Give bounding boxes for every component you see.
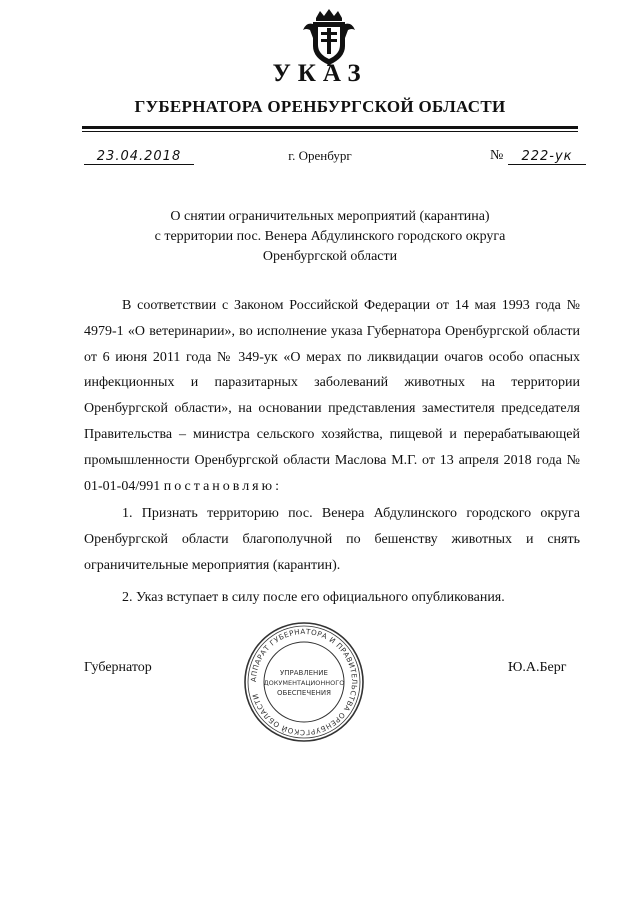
official-stamp — [242, 620, 366, 744]
item-1-paragraph: 1. Признать территорию пос. Венера Абдулинского городского округа Оренбургской области благополучной по бешенству животных и снять ограничительные мероприятия (карантин). — [84, 506, 580, 573]
item-2-paragraph: 2. Указ вступает в силу после его официального опубликования. — [122, 589, 505, 605]
decree-number: 222-ук — [508, 149, 586, 165]
stamp-line: УПРАВЛЕНИЕ — [280, 669, 328, 677]
decree-heading — [120, 207, 540, 267]
signer-name: Ю.А.Берг — [508, 660, 567, 675]
preamble-text: В соответствии с Законом Российской Федерации от 14 мая 1993 года № 4979-1 «О ветеринарии», во исполнение указа Губернатора Оренбургской области от 6 июня 2011 года № 349-ук «О мерах по ликвидации очагов особо опасных инфекционных и паразитарных заболеваний животных на территории Оренбургской области», на основании представления заместителя председателя Правительства – министра сельского хозяйства, пищевой и перерабатывающей промышленности Оренбургской области Маслова М.Г. от 13 апреля 2018 года № 01-01-04/991 — [84, 298, 580, 494]
decree-word: постановляю: — [163, 478, 282, 494]
preamble-paragraph — [84, 293, 580, 499]
stamp-line: ОБЕСПЕЧЕНИЯ — [277, 689, 331, 697]
stamp-outer-text: АППАРАТ ГУБЕРНАТОРА И ПРАВИТЕЛЬСТВА ОРЕНБУРГСКОЙ ОБЛАСТИ — [248, 626, 360, 738]
decree-body — [84, 293, 580, 611]
decree-title: УКАЗ — [272, 60, 368, 87]
stamp-line: ДОКУМЕНТАЦИОННОГО — [263, 679, 345, 687]
heading-line: с территории пос. Венера Абдулинского городского округа — [154, 229, 506, 244]
decree-number-label: № — [490, 148, 504, 163]
decree-city: г. Оренбург — [288, 148, 352, 163]
heading-line: О снятии ограничительных мероприятий (карантина) — [170, 209, 490, 224]
signer-position: Губернатор — [84, 660, 152, 675]
decree-subtitle: ГУБЕРНАТОРА ОРЕНБУРГСКОЙ ОБЛАСТИ — [134, 97, 506, 116]
header-rule-thin — [82, 131, 578, 132]
decree-date: 23.04.2018 — [84, 149, 194, 165]
header-rule-thick — [82, 126, 578, 129]
coat-of-arms-emblem — [300, 8, 358, 68]
heading-line: Оренбургской области — [262, 249, 398, 264]
